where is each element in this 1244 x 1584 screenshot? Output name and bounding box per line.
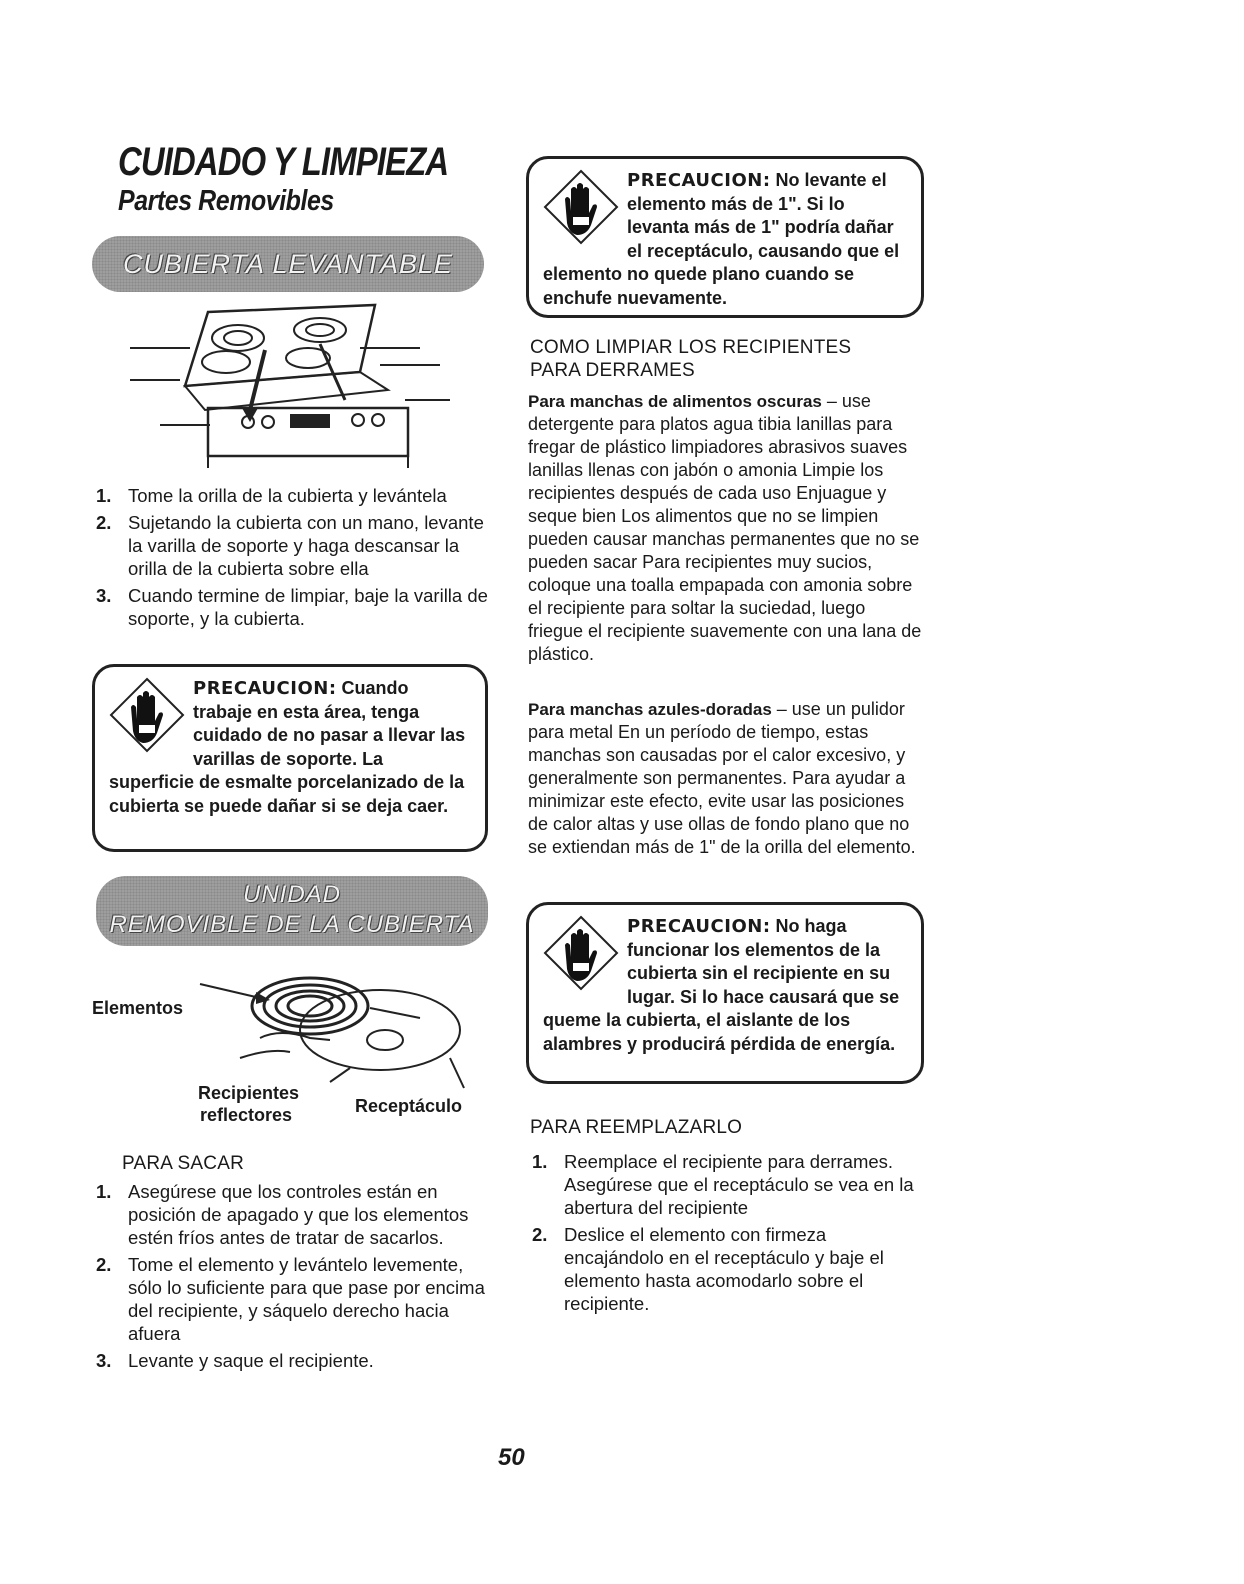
stop-hand-icon <box>543 915 619 1001</box>
page-title: CUIDADO Y LIMPIEZA <box>118 140 449 184</box>
label-recipientes: Recipientes <box>198 1083 300 1103</box>
heading-para-sacar: PARA SACAR <box>122 1153 245 1174</box>
lift-steps-list <box>92 484 492 634</box>
stop-hand-icon <box>543 169 619 255</box>
list-item: 2. Deslice el elemento con firmeza encajándolo en el receptáculo y baje el elemento hasta acomodarlo sobre el recipiente. <box>532 1224 884 1314</box>
caution-box-lift-height: PRECAUCION: No levante el elemento más de 1". Si lo levanta más de 1" podría dañar el receptáculo, causando que el elemento no quede plano cuando se enchufe nuevamente. <box>526 156 924 318</box>
list-item: 3. Cuando termine de limpiar, baje la varilla de soporte, y la cubierta. <box>96 585 488 629</box>
replace-steps-list <box>528 1150 922 1319</box>
remove-steps-list <box>92 1180 492 1376</box>
element-removal-diagram <box>180 968 470 1098</box>
section-banner-cubierta: CUBIERTA LEVANTABLE <box>92 236 484 292</box>
list-item: 1. Tome la orilla de la cubierta y levántela <box>96 485 447 506</box>
list-item: 1. Asegúrese que los controles están en posición de apagado y que los elementos estén fríos antes de tratar de sacarlos. <box>96 1181 469 1248</box>
caution-box-no-pan: PRECAUCION: No haga funcionar los elementos de la cubierta sin el recipiente en su lugar. Si lo hace causará que se queme la cubierta, el aislante de los alambres y producirá pérdida de energía. <box>526 902 924 1084</box>
list-item: 1. Reemplace el recipiente para derrames. Asegúrese que el receptáculo se vea en la abertura del recipiente <box>532 1151 914 1218</box>
label-elementos: Elementos <box>92 998 184 1018</box>
heading-como-limpiar: COMO LIMPIAR LOS RECIPIENTES PARA DERRAMES <box>530 337 852 381</box>
list-item: 2. Sujetando la cubierta con un mano, levante la varilla de soporte y haga descansar la orilla de la cubierta sobre ella <box>96 512 484 579</box>
section-banner-unidad: UNIDAD REMOVIBLE DE LA CUBIERTA <box>96 876 488 946</box>
label-receptaculo: Receptáculo <box>355 1096 463 1116</box>
label-reflectores: reflectores <box>200 1105 293 1125</box>
list-item: 3. Levante y saque el recipiente. <box>96 1350 374 1371</box>
page-subtitle: Partes Removibles <box>118 185 334 217</box>
paragraph-blue-gold-stains: Para manchas azules-doradas – use un pulidor para metal En un período de tiempo, estas manchas son causadas por el calor excesivo, y generalmente son permanentes. Para ayudar a minimizar este efecto, evite usar las posiciones de calor altas y use ollas de fondo plano que no se extiendan más de 1" de la orilla del elemento. <box>528 699 916 857</box>
cooktop-lift-illustration <box>130 300 470 470</box>
paragraph-dark-stains: Para manchas de alimentos oscuras – use detergente para platos agua tibia lanillas para fregar de plástico limpiadores abrasivos suaves lanillas llenas con jabón o amonia Limpie los recipientes después de cada uso Enjuague y seque bien Los alimentos que no se limpien pueden causar manchas permanentes que no se pueden sacar Para recipientes muy sucios, coloque una toalla empapada con amonia sobre el recipiente para soltar la suciedad, luego friegue el recipiente suavemente con una lana de plástico. <box>528 391 922 664</box>
caution-box-lift: PRECAUCION: Cuando trabaje en esta área, tenga cuidado de no pasar a llevar las varillas de soporte. La superficie de esmalte porcelanizado de la cubierta se puede dañar si se deja caer. <box>92 664 488 852</box>
heading-para-reemplazarlo: PARA REEMPLAZARLO <box>530 1117 743 1138</box>
page-number: 50 <box>498 1444 525 1471</box>
list-item: 2. Tome el elemento y levántelo levemente, sólo lo suficiente para que pase por encima del recipiente, y sáquelo derecho hacia afuera <box>96 1254 485 1344</box>
stop-hand-icon <box>109 677 185 763</box>
